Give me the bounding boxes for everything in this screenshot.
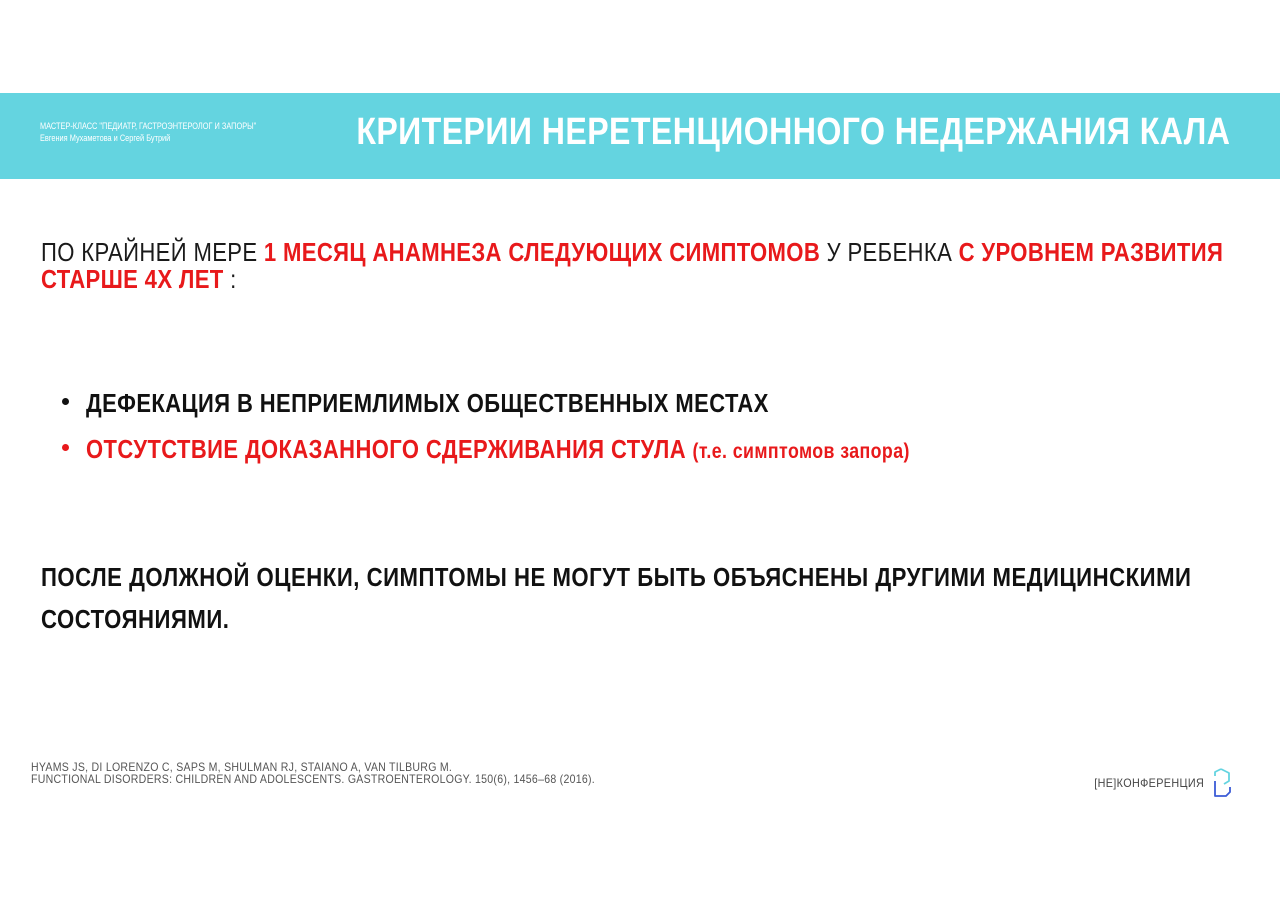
condition-colon: : [223, 264, 237, 294]
list-item [62, 426, 1061, 475]
condition-line-2 [41, 264, 237, 294]
condition-development: С УРОВНЕМ РАЗВИТИЯ [958, 237, 1224, 267]
conclusion-line-2: СОСТОЯНИЯМИ. [41, 604, 230, 634]
symptom-list [62, 380, 1061, 475]
list-item-text [86, 426, 910, 475]
course-title: МАСТЕР-КЛАСС "ПЕДИАТР, ГАСТРОЭНТЕРОЛОГ И ЗАПОРЫ" [40, 121, 257, 131]
citation [31, 761, 595, 785]
brand-name: [НЕ]КОНФЕРЕНЦИЯ [1094, 776, 1204, 790]
condition-prefix: ПО КРАЙНЕЙ МЕРЕ [41, 237, 264, 267]
list-item-main: ОТСУТСТВИЕ ДОКАЗАННОГО СДЕРЖИВАНИЯ СТУЛА [86, 434, 693, 464]
citation-line-2: FUNCTIONAL DISORDERS: CHILDREN AND ADOLESCENTS. GASTROENTEROLOGY. 150(6), 1456–68 (2016). [31, 772, 595, 786]
citation-line-1: HYAMS JS, DI LORENZO C, SAPS M, SHULMAN RJ, STAIANO A, VAN TILBURG M. [31, 760, 453, 774]
condition-line-1 [41, 237, 1223, 267]
header-banner [0, 93, 1280, 179]
page-title: КРИТЕРИИ НЕРЕТЕНЦИОННОГО НЕДЕРЖАНИЯ КАЛА [356, 111, 1230, 153]
condition-age: СТАРШЕ 4Х ЛЕТ [41, 264, 224, 294]
list-item-text: ДЕФЕКАЦИЯ В НЕПРИЕМЛИМЫХ ОБЩЕСТВЕННЫХ МЕСТАХ [86, 388, 769, 418]
hexagon-logo-icon [1212, 767, 1232, 799]
footer-brand [1082, 766, 1232, 800]
list-item-note: (т.е. симптомов запора) [692, 440, 910, 463]
conclusion-text [41, 556, 1191, 640]
condition-middle: У РЕБЕНКА [820, 237, 959, 267]
bullet-dot-icon [62, 398, 69, 405]
course-authors: Евгения Мухаметова и Сергей Бутрий [40, 133, 171, 143]
list-item [62, 380, 1061, 426]
conclusion-line-1: ПОСЛЕ ДОЛЖНОЙ ОЦЕНКИ, СИМПТОМЫ НЕ МОГУТ БЫТЬ ОБЪЯСНЕНЫ ДРУГИМИ МЕДИЦИНСКИМИ [41, 562, 1192, 592]
condition-duration: 1 МЕСЯЦ АНАМНЕЗА СЛЕДУЮЩИХ СИМПТОМОВ [263, 237, 821, 267]
bullet-dot-icon [62, 444, 69, 451]
course-info [40, 120, 256, 144]
